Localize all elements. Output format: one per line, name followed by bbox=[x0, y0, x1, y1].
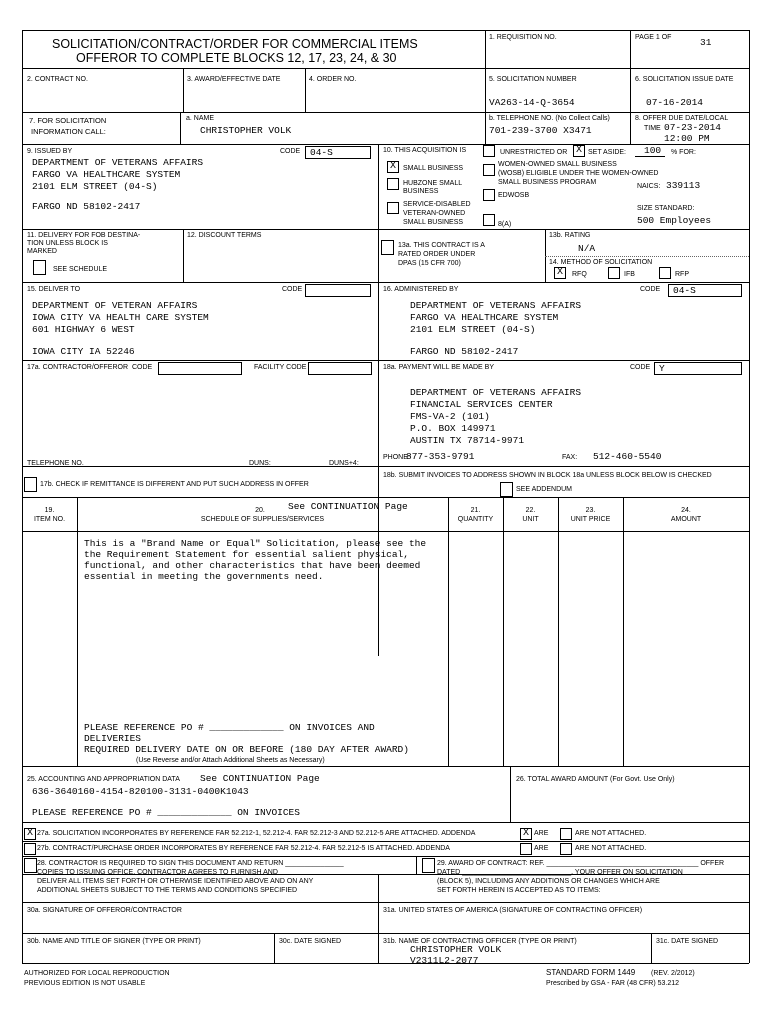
size-standard[interactable]: 500 Employees bbox=[637, 215, 712, 226]
payment-code: Y bbox=[659, 363, 665, 374]
deliver-to-line-5: IOWA CITY IA 52246 bbox=[32, 346, 135, 357]
payment-line-2: FINANCIAL SERVICES CENTER bbox=[410, 399, 553, 410]
solicitation-number[interactable]: VA263-14-Q-3654 bbox=[489, 97, 575, 108]
c27a-label: 27a. SOLICITATION INCORPORATES BY REFERENCE FAR 52.212-1, 52.212-4. FAR 52.212-3 AND 52.212-5 ARE ATTACHED. ADDENDA bbox=[37, 830, 476, 837]
page-total[interactable]: 31 bbox=[700, 37, 712, 48]
issued-by-code-label: CODE bbox=[280, 148, 301, 155]
payment-phone[interactable]: 877-353-9791 bbox=[406, 451, 475, 462]
schedule-ref-line-3: REQUIRED DELIVERY DATE ON OR BEFORE (180 DAY AFTER AWARD) bbox=[84, 744, 409, 755]
payment-line-5: AUSTIN TX 78714-9971 bbox=[410, 435, 525, 446]
officer-name[interactable]: CHRISTOPHER VOLK bbox=[410, 944, 502, 955]
sdvosb-label-1: SERVICE-DISABLED bbox=[403, 201, 471, 208]
c27a-are-checkbox[interactable]: X bbox=[520, 828, 532, 840]
payment-fax-label: FAX: bbox=[562, 454, 578, 461]
issued-by-line-1: DEPARTMENT OF VETERANS AFFAIRS bbox=[32, 157, 204, 168]
officer-date-label: 31c. DATE SIGNED bbox=[656, 938, 719, 945]
c27a-are-not-checkbox[interactable] bbox=[560, 828, 572, 840]
set-aside-percent[interactable]: 100 bbox=[644, 145, 662, 156]
administered-by-code-label: CODE bbox=[640, 286, 661, 293]
discount-terms-label: 12. DISCOUNT TERMS bbox=[187, 232, 262, 239]
col-unit-label: UNIT bbox=[522, 516, 539, 523]
c28-line-2: COPIES TO ISSUING OFFICE. CONTRACTOR AGREES TO FURNISH AND bbox=[37, 869, 278, 876]
col-schedule-label: SCHEDULE OF SUPPLIES/SERVICES bbox=[200, 516, 325, 523]
fob-label-2: TION UNLESS BLOCK IS bbox=[27, 240, 108, 247]
c28-line-1: 28. CONTRACTOR IS REQUIRED TO SIGN THIS DOCUMENT AND RETURN _______________ bbox=[37, 860, 344, 867]
contact-name[interactable]: CHRISTOPHER VOLK bbox=[200, 125, 292, 136]
contractor-telephone-label: TELEPHONE NO. bbox=[27, 460, 84, 467]
submit-invoices-label: 18b. SUBMIT INVOICES TO ADDRESS SHOWN IN BLOCK 18a UNLESS BLOCK BELOW IS CHECKED bbox=[383, 472, 712, 479]
contractor-code-label: CODE bbox=[132, 364, 153, 371]
c27a-checkbox[interactable]: X bbox=[24, 828, 36, 840]
set-aside-checkbox[interactable]: X bbox=[573, 145, 585, 157]
footer-previous-edition: PREVIOUS EDITION IS NOT USABLE bbox=[24, 980, 146, 987]
col-quantity-number: 21. bbox=[470, 507, 481, 514]
rated-order-label-3: DPAS (15 CFR 700) bbox=[398, 260, 461, 267]
info-call-label: INFORMATION CALL: bbox=[31, 127, 106, 136]
duns-label: DUNS: bbox=[249, 460, 271, 467]
see-schedule-checkbox[interactable] bbox=[33, 260, 46, 275]
officer-name-label: 31b. NAME OF CONTRACTING OFFICER (TYPE OR PRINT) bbox=[383, 938, 577, 945]
wosb-label-1: WOMEN-OWNED SMALL BUSINESS bbox=[498, 161, 617, 168]
sdvosb-label-3: SMALL BUSINESS bbox=[403, 219, 464, 226]
c29-line-1: 29. AWARD OF CONTRACT: REF. _______________________________________ OFFER bbox=[437, 860, 725, 867]
schedule-body-line-1: This is a "Brand Name or Equal" Solicitation, please see the bbox=[84, 538, 427, 549]
administered-by-line-2: FARGO VA HEALTHCARE SYSTEM bbox=[410, 312, 559, 323]
signature-officer-label: 31a. UNITED STATES OF AMERICA (SIGNATURE OF CONTRACTING OFFICER) bbox=[383, 907, 643, 914]
form-title: SOLICITATION/CONTRACT/ORDER FOR COMMERCIAL ITEMS bbox=[52, 37, 418, 51]
time-label: TIME bbox=[644, 125, 661, 132]
set-aside-label: SET ASIDE: bbox=[588, 149, 626, 156]
payment-line-3: FMS-VA-2 (101) bbox=[410, 411, 490, 422]
facility-code-field[interactable] bbox=[308, 362, 372, 375]
see-addendum-checkbox[interactable] bbox=[500, 482, 513, 497]
officer-id[interactable]: V2311L2-2077 bbox=[410, 955, 479, 966]
rated-order-label-1: 13a. THIS CONTRACT IS A bbox=[398, 242, 485, 249]
contractor-code-field[interactable] bbox=[158, 362, 242, 375]
form-subtitle: OFFEROR TO COMPLETE BLOCKS 12, 17, 23, 24, & 30 bbox=[76, 51, 397, 65]
issued-by-line-3: 2101 ELM STREET (04-S) bbox=[32, 181, 158, 192]
schedule-ref-line-1: PLEASE REFERENCE PO # _____________ ON INVOICES AND bbox=[84, 722, 375, 733]
col-unit-price-label: UNIT PRICE bbox=[570, 516, 611, 523]
fob-label-3: MARKED bbox=[27, 248, 57, 255]
c29-checkbox[interactable] bbox=[422, 858, 435, 873]
administered-by-line-5: FARGO ND 58102-2417 bbox=[410, 346, 519, 357]
col-unit-price-number: 23. bbox=[585, 507, 596, 514]
small-business-label: SMALL BUSINESS bbox=[403, 165, 464, 172]
rfp-label: RFP bbox=[675, 271, 689, 278]
wosb-label-2: (WOSB) ELIGIBLE UNDER THE WOMEN-OWNED bbox=[498, 170, 659, 177]
hubzone-checkbox[interactable] bbox=[387, 178, 399, 190]
duns4-label: DUNS+4: bbox=[329, 460, 359, 467]
percent-for-label: % FOR: bbox=[671, 149, 696, 156]
offeror-date-label: 30c. DATE SIGNED bbox=[279, 938, 342, 945]
c28-line-4: ADDITIONAL SHEETS SUBJECT TO THE TERMS AND CONDITIONS SPECIFIED bbox=[37, 887, 298, 894]
c27b-are-label: ARE bbox=[534, 845, 549, 852]
rating-value[interactable]: N/A bbox=[578, 243, 596, 254]
contractor-label: 17a. CONTRACTOR/OFFEROR bbox=[27, 364, 128, 371]
c27b-are-not-checkbox[interactable] bbox=[560, 843, 572, 855]
ifb-checkbox[interactable] bbox=[608, 267, 620, 279]
col-item-no-label: ITEM NO. bbox=[33, 516, 66, 523]
payment-code-field[interactable] bbox=[654, 362, 742, 375]
contact-name-label: a. NAME bbox=[186, 115, 215, 122]
administered-by-code-field[interactable] bbox=[668, 284, 742, 297]
deliver-to-line-2: IOWA CITY VA HEALTH CARE SYSTEM bbox=[32, 312, 209, 323]
administered-by-code: 04-S bbox=[673, 285, 696, 296]
c27a-are-label: ARE bbox=[534, 830, 549, 837]
c29-line-2: DATED ____________________________. YOUR OFFER ON SOLICITATION bbox=[437, 869, 683, 876]
issue-date-label: 6. SOLICITATION ISSUE DATE bbox=[635, 76, 734, 83]
administered-by-line-3: 2101 ELM STREET (04-S) bbox=[410, 324, 536, 335]
c29-line-4: SET FORTH HEREIN IS ACCEPTED AS TO ITEMS: bbox=[437, 887, 601, 894]
accounting-label: 25. ACCOUNTING AND APPROPRIATION DATA bbox=[27, 776, 180, 783]
col-amount-label: AMOUNT bbox=[670, 516, 702, 523]
c27b-are-checkbox[interactable] bbox=[520, 843, 532, 855]
footer-prescribed: Prescribed by GSA - FAR (48 CFR) 53.212 bbox=[546, 980, 680, 987]
unrestricted-label: UNRESTRICTED OR bbox=[500, 149, 568, 156]
c27a-are-not-label: ARE NOT ATTACHED. bbox=[575, 830, 647, 837]
solicitation-number-label: 5. SOLICITATION NUMBER bbox=[489, 76, 577, 83]
small-business-checkbox[interactable]: X bbox=[387, 161, 399, 173]
deliver-to-code-field[interactable] bbox=[305, 284, 371, 297]
method-label: 14. METHOD OF SOLICITATION bbox=[549, 259, 653, 266]
issued-by-code: 04-S bbox=[310, 147, 333, 158]
c29-line-3: (BLOCK 5), INCLUDING ANY ADDITIONS OR CHANGES WHICH ARE bbox=[437, 878, 660, 885]
order-no-label: 4. ORDER NO. bbox=[309, 76, 357, 83]
sdvosb-checkbox[interactable] bbox=[387, 202, 399, 214]
col-unit-number: 22. bbox=[525, 507, 536, 514]
signer-name-label: 30b. NAME AND TITLE OF SIGNER (TYPE OR PRINT) bbox=[27, 938, 201, 945]
deliver-to-line-1: DEPARTMENT OF VETERAN AFFAIRS bbox=[32, 300, 198, 311]
c28-checkbox[interactable] bbox=[24, 858, 37, 873]
schedule-ref-line-2: DELIVERIES bbox=[84, 733, 142, 744]
payment-line-4: P.O. BOX 149971 bbox=[410, 423, 496, 434]
telephone-number[interactable]: 701-239-3700 X3471 bbox=[489, 125, 592, 136]
rfq-label: RFQ bbox=[572, 271, 587, 278]
requisition-no-label: 1. REQUISITION NO. bbox=[489, 34, 557, 41]
facility-code-label: FACILITY CODE bbox=[254, 364, 307, 371]
col-schedule-note: See CONTINUATION Page bbox=[288, 501, 408, 512]
issued-by-line-2: FARGO VA HEALTHCARE SYSTEM bbox=[32, 169, 181, 180]
ifb-label: IFB bbox=[624, 271, 635, 278]
telephone-label: b. TELEPHONE NO. (No Collect Calls) bbox=[489, 115, 610, 122]
see-addendum-label: SEE ADDENDUM bbox=[516, 486, 573, 493]
signature-offeror-label: 30a. SIGNATURE OF OFFEROR/CONTRACTOR bbox=[27, 907, 182, 914]
remittance-label: 17b. CHECK IF REMITTANCE IS DIFFERENT AND PUT SUCH ADDRESS IN OFFER bbox=[40, 481, 309, 488]
c27b-label: 27b. CONTRACT/PURCHASE ORDER INCORPORATES BY REFERENCE FAR 52.212-4. FAR 52.212-5 IS ATTACHED. ADDENDA bbox=[37, 845, 450, 852]
remittance-checkbox[interactable] bbox=[24, 477, 37, 492]
col-quantity-label: QUANTITY bbox=[457, 516, 494, 523]
schedule-body-line-2: the Requirement Statement for essential salient physical, bbox=[84, 549, 409, 560]
col-schedule-number: 20. bbox=[255, 507, 265, 514]
size-standard-label: SIZE STANDARD: bbox=[637, 205, 695, 212]
acquisition-label: 10. THIS ACQUISITION IS bbox=[383, 147, 467, 154]
issued-by-label: 9. ISSUED BY bbox=[27, 148, 73, 155]
accounting-value[interactable]: 636-3640160-4154-820100-3131-0400K1043 bbox=[32, 786, 249, 797]
edwosb-checkbox[interactable] bbox=[483, 189, 495, 201]
naics-label: NAICS: bbox=[637, 183, 661, 190]
deliver-to-label: 15. DELIVER TO bbox=[27, 286, 81, 293]
for-solicitation-label: 7. FOR SOLICITATION bbox=[29, 116, 107, 125]
issued-by-line-5: FARGO ND 58102-2417 bbox=[32, 201, 141, 212]
page-of-label: PAGE 1 OF bbox=[635, 34, 672, 41]
administered-by-line-1: DEPARTMENT OF VETERANS AFFAIRS bbox=[410, 300, 582, 311]
col-item-no-number: 19. bbox=[44, 507, 55, 514]
footer-form-number: STANDARD FORM 1449 bbox=[546, 968, 636, 977]
fob-label-1: 11. DELIVERY FOR FOB DESTINA- bbox=[27, 232, 141, 239]
rated-order-checkbox[interactable] bbox=[381, 240, 394, 255]
eight-a-checkbox[interactable] bbox=[483, 214, 495, 226]
schedule-body-line-3: functional, and other characteristics that have been deemed bbox=[84, 560, 421, 571]
payment-fax[interactable]: 512-460-5540 bbox=[593, 451, 662, 462]
contract-no-label: 2. CONTRACT NO. bbox=[27, 76, 88, 83]
accounting-note: See CONTINUATION Page bbox=[200, 773, 320, 784]
payment-line-1: DEPARTMENT OF VETERANS AFFAIRS bbox=[410, 387, 582, 398]
wosb-checkbox[interactable] bbox=[483, 164, 495, 176]
issued-by-code-field[interactable] bbox=[305, 146, 371, 159]
c27b-are-not-label: ARE NOT ATTACHED. bbox=[575, 845, 647, 852]
hubzone-label-1: HUBZONE SMALL bbox=[403, 180, 463, 187]
issue-date[interactable]: 07-16-2014 bbox=[646, 97, 704, 108]
edwosb-label: EDWOSB bbox=[498, 192, 530, 199]
c28-line-3: DELIVER ALL ITEMS SET FORTH OR OTHERWISE IDENTIFIED ABOVE AND ON ANY bbox=[37, 878, 314, 885]
col-amount-number: 24. bbox=[681, 507, 691, 514]
payment-label: 18a. PAYMENT WILL BE MADE BY bbox=[383, 364, 494, 371]
naics-code[interactable]: 339113 bbox=[666, 180, 701, 191]
accounting-ref-line: PLEASE REFERENCE PO # _____________ ON INVOICES bbox=[32, 807, 300, 818]
deliver-to-line-3: 601 HIGHWAY 6 WEST bbox=[32, 324, 135, 335]
sdvosb-label-2: VETERAN-OWNED bbox=[403, 210, 466, 217]
see-schedule-label: SEE SCHEDULE bbox=[53, 266, 108, 273]
eight-a-label: 8(A) bbox=[498, 221, 512, 228]
wosb-label-3: SMALL BUSINESS PROGRAM bbox=[498, 179, 597, 186]
schedule-body-line-4: essential in meeting the governments need. bbox=[84, 571, 324, 582]
deliver-to-code-label: CODE bbox=[282, 286, 303, 293]
rated-order-label-2: RATED ORDER UNDER bbox=[398, 251, 476, 258]
rfp-checkbox[interactable] bbox=[659, 267, 671, 279]
c27b-checkbox[interactable] bbox=[24, 843, 36, 855]
offer-due-time[interactable]: 12:00 PM bbox=[664, 133, 710, 144]
total-award-label: 26. TOTAL AWARD AMOUNT (For Govt. Use Only) bbox=[516, 776, 675, 783]
footer-revision: (REV. 2/2012) bbox=[651, 970, 695, 977]
offer-due-date[interactable]: 07-23-2014 bbox=[664, 122, 722, 133]
offer-due-label: 8. OFFER DUE DATE/LOCAL bbox=[635, 115, 729, 122]
footer-authorized: AUTHORIZED FOR LOCAL REPRODUCTION bbox=[24, 970, 170, 977]
administered-by-label: 16. ADMINISTERED BY bbox=[383, 286, 459, 293]
payment-phone-label: PHONE: bbox=[383, 454, 410, 461]
reverse-note: (Use Reverse and/or Attach Additional Sheets as Necessary) bbox=[136, 757, 325, 764]
rating-label: 13b. RATING bbox=[549, 232, 591, 239]
hubzone-label-2: BUSINESS bbox=[403, 188, 439, 195]
unrestricted-checkbox[interactable] bbox=[483, 145, 495, 157]
award-date-label: 3. AWARD/EFFECTIVE DATE bbox=[187, 76, 281, 83]
rfq-checkbox[interactable]: X bbox=[554, 267, 566, 279]
payment-code-label: CODE bbox=[630, 364, 651, 371]
